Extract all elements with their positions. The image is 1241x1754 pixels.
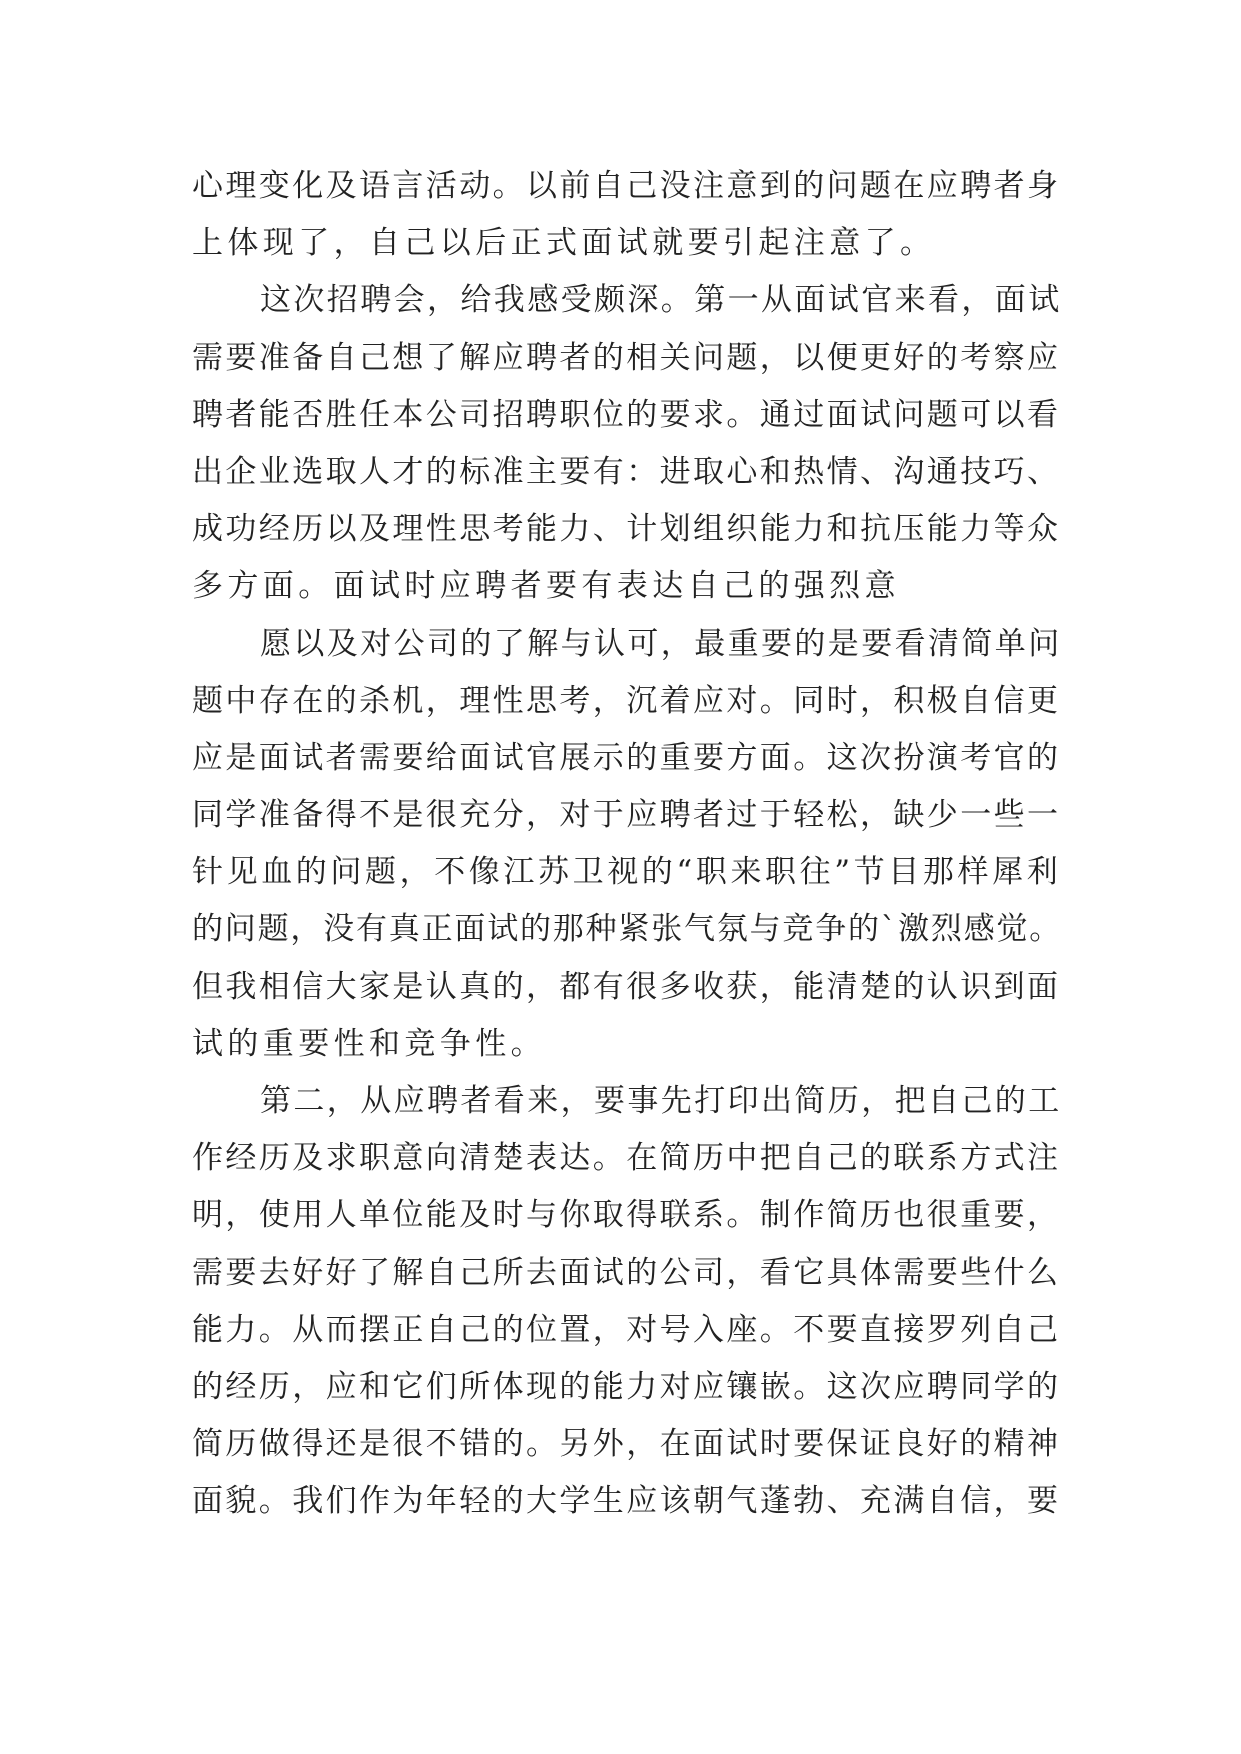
text-line: 出企业选取人才的标准主要有：进取心和热情、沟通技巧、 [192,453,1061,490]
document-body [192,158,1062,1531]
text-line: 同学准备得不是很充分，对于应聘者过于轻松，缺少一些一 [192,797,1061,834]
text-line: 应是面试者需要给面试官展示的重要方面。这次扮演考官的 [192,739,1061,776]
text-line: 面貌。我们作为年轻的大学生应该朝气蓬勃、充满自信，要 [192,1483,1061,1520]
paragraph-first-line: 这次招聘会，给我感受颇深。第一从面试官来看，面试 [260,282,1062,319]
text-line: 心理变化及语言活动。以前自己没注意到的问题在应聘者身 [192,168,1061,204]
text-line: 聘者能否胜任本公司招聘职位的要求。通过面试问题可以看 [192,396,1061,433]
text-line: 针见血的问题，不像江苏卫视的“职来职往”节目那样犀利 [192,854,1062,891]
text-line: 作经历及求职意向清楚表达。在简历中把自己的联系方式注 [192,1140,1061,1177]
text-line: 但我相信大家是认真的，都有很多收获，能清楚的认识到面 [192,968,1061,1005]
text-line: 题中存在的杀机，理性思考，沉着应对。同时，积极自信更 [192,682,1061,719]
text-line: 需要去好好了解自己所去面试的公司，看它具体需要些什么 [192,1254,1061,1291]
text-line: 上体现了，自己以后正式面试就要引起注意了。 [192,225,936,262]
paragraph-first-line: 第二，从应聘者看来，要事先打印出简历，把自己的工 [260,1083,1062,1119]
text-line: 成功经历以及理性思考能力、计划组织能力和抗压能力等众 [192,511,1061,548]
text-line: 明，使用人单位能及时与你取得联系。制作简历也很重要， [192,1197,1061,1234]
text-line: 试的重要性和竞争性。 [192,1025,546,1062]
text-line: 多方面。面试时应聘者要有表达自己的强烈意 [192,568,900,605]
text-line: 的经历，应和它们所体现的能力对应镶嵌。这次应聘同学的 [192,1368,1061,1405]
text-line: 需要准备自己想了解应聘者的相关问题，以便更好的考察应 [192,339,1061,376]
paragraph-first-line: 愿以及对公司的了解与认可，最重要的是要看清简单问 [260,625,1062,662]
text-line: 简历做得还是很不错的。另外，在面试时要保证良好的精神 [192,1426,1061,1463]
text-line: 的问题，没有真正面试的那种紧张气氛与竞争的`激烈感觉。 [192,911,1063,948]
text-line: 能力。从而摆正自己的位置，对号入座。不要直接罗列自己 [192,1311,1061,1348]
